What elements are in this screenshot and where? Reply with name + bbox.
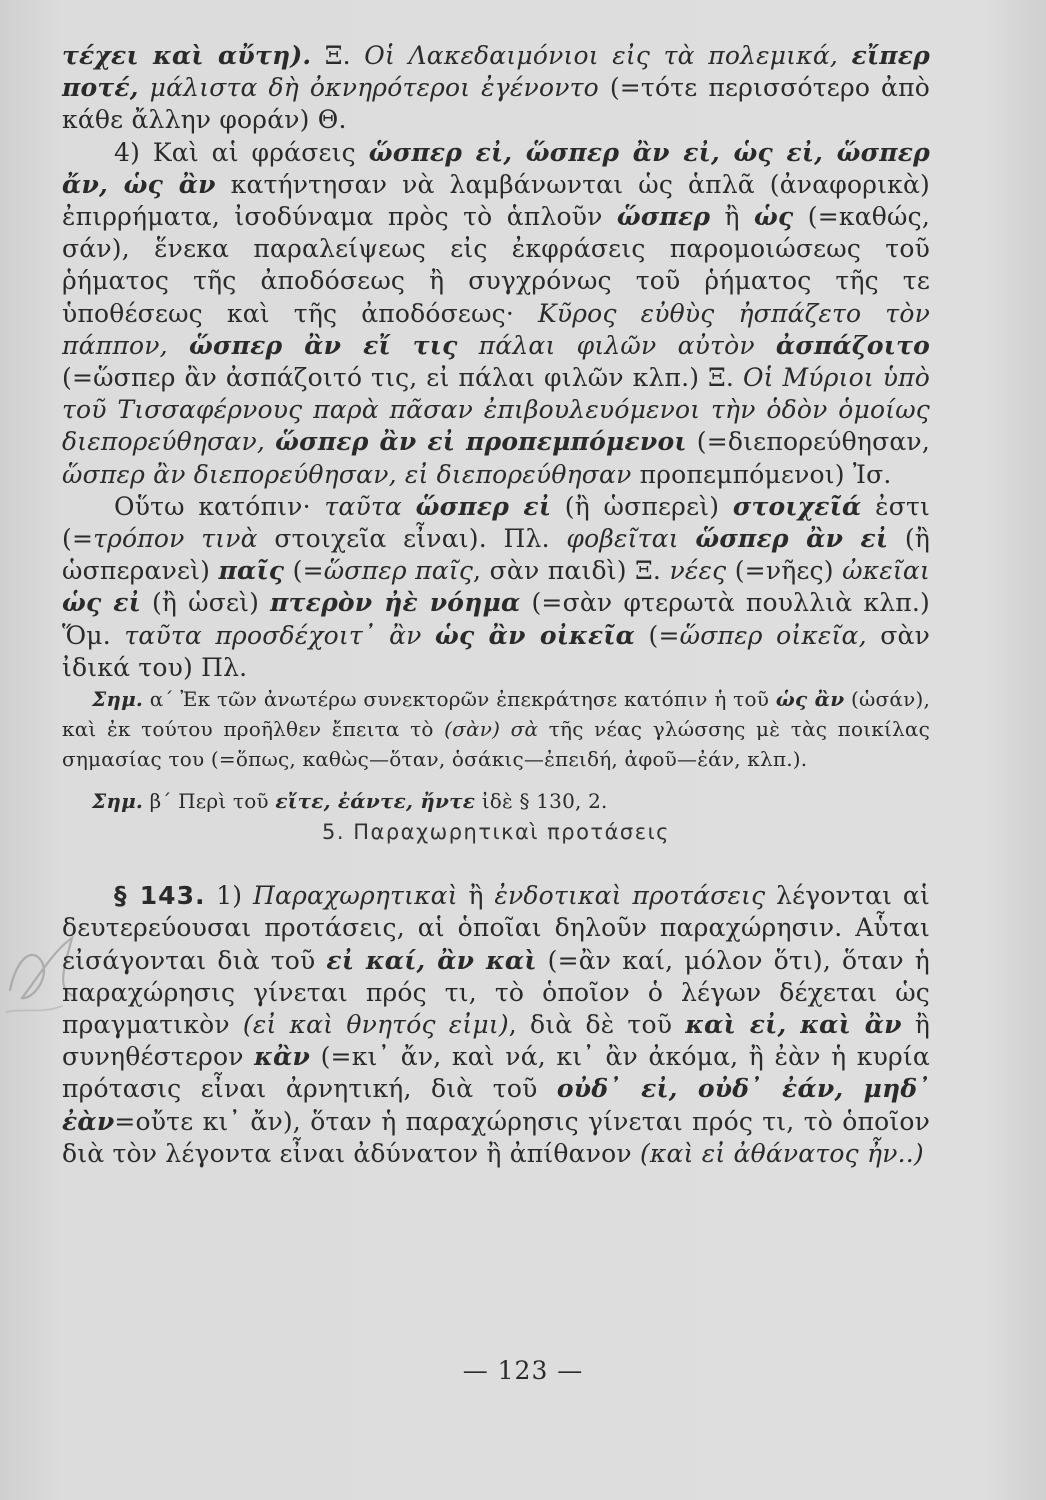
- paragraph-continuation: τέχει καὶ αὔτη). Ξ. Οἱ Λακεδαιμόνιοι εἰς τὰ πολεμικά, εἴπερ ποτέ, μάλιστα δὴ ὀκνηρότεροι ἐγένοντο (=τότε περισσότερο ἀπὸ κάθε ἄλλην φοράν) Θ.: [62, 41, 931, 135]
- paragraph-number: § 143.: [114, 881, 206, 911]
- note-a: Σημ. α´ Ἐκ τῶν ἀνωτέρω συνεκτορῶν ἐπεκράτησε κατόπιν ἡ τοῦ ὡς ἂν (ὡσάν), καὶ ἐκ τούτου προῆλθεν ἔπειτα τὸ (σὰν) σὰ τῆς νέας γλώσσης μὲ τὰς ποικίλας σημασίας του (=ὅπως, καθὼς—ὅταν, ὁσάκις—ἐπειδή, ἀφοῦ—ἐάν, κλπ.).: [62, 687, 931, 772]
- section-heading: 5. Παραχωρητικαὶ προτάσεις: [321, 820, 671, 845]
- note-b: Σημ. β´ Περὶ τοῦ εἴτε, ἐάντε, ἤντε ἰδὲ § 130, 2.: [92, 789, 608, 814]
- paragraph-outo: Οὕτω κατόπιν· ταῦτα ὥσπερ εἰ (ἢ ὡσπερεὶ) στοιχεῖά ἐστι (=τρόπον τινὰ στοιχεῖα εἶναι). Πλ. φοβεῖται ὥσπερ ἂν εἰ (ἢ ὡσπερανεὶ) παῖς (=ὥσπερ παῖς, σὰν παιδὶ) Ξ. νέες (=νῆες) ὠκεῖαι ὡς εἰ (ἢ ὡσεὶ) πτερὸν ἠὲ νόημα (=σὰν φτερωτὰ πουλλιὰ κλπ.) Ὅμ. ταῦτα προσδέχοιτ᾽ ἂν ὡς ἂν οἰκεῖα (=ὥσπερ οἰκεῖα, σὰν ἰδικά του) Πλ.: [62, 491, 931, 682]
- page-number: — 123 —: [462, 1356, 584, 1385]
- body-text: [62, 40, 930, 1170]
- paragraph-143: § 143. 1) Παραχωρητικαὶ ἢ ἐνδοτικαὶ προτάσεις λέγονται αἱ δευτερεύουσαι προτάσεις, αἱ ὁποῖαι δηλοῦν παραχώρησιν. Αὗται εἰσάγονται διὰ τοῦ εἰ καί, ἂν καὶ (=ἂν καί, μόλον ὅτι), ὅταν ἡ παραχώρησις γίνεται πρός τι, τὸ ὁποῖον ὁ λέγων δέχεται ὡς πραγματικὸν (εἰ καὶ θνητός εἰμι), διὰ δὲ τοῦ καὶ εἰ, καὶ ἂν ἢ συνηθέστερον κἂν (=κι᾽ ἄν, καὶ νά, κι᾽ ἂν ἀκόμα, ἢ ἐὰν ἡ κυρία πρότασις εἶναι ἀρνητική, διὰ τοῦ οὐδ᾽ εἰ, οὐδ᾽ ἐάν, μηδ᾽ ἐὰν=οὔτε κι᾽ ἄν), ὅταν ἡ παραχώρησις γίνεται πρός τι, τὸ ὁποῖον διὰ τὸν λέγοντα εἶναι ἀδύνατον ἢ ἀπίθανον (καὶ εἰ ἀθάνατος ἦν..): [62, 881, 930, 1168]
- paragraph-4: 4) Καὶ αἱ φράσεις ὥσπερ εἰ, ὥσπερ ἂν εἰ, ὡς εἰ, ὥσπερ ἄν, ὡς ἂν κατήντησαν νὰ λαμβάνωνται ὡς ἁπλᾶ (ἀναφορικὰ) ἐπιρρήματα, ἰσοδύναμα πρὸς τὸ ἁπλοῦν ὥσπερ ἢ ὡς (=καθώς, σάν), ἕνεκα παραλείψεως εἰς ἐκφράσεις παρομοιώσεως τοῦ ῥήματος τῆς ἀποδόσεως ἢ συγχρόνως τοῦ ῥήματος τῆς τε ὑποθέσεως καὶ τῆς ἀποδόσεως· Κῦρος εὐθὺς ἠσπάζετο τὸν πάππον, ὥσπερ ἂν εἴ τις πάλαι φιλῶν αὐτὸν ἀσπάζοιτο (=ὥσπερ ἂν ἀσπάζοιτό τις, εἰ πάλαι φιλῶν κλπ.) Ξ. Οἱ Μύριοι ὑπὸ τοῦ Τισσαφέρνους παρὰ πᾶσαν ἐπιβουλευόμενοι τὴν ὁδὸν ὁμοίως διεπορεύθησαν, ὥσπερ ἂν εἰ προπεμπόμενοι (=διεπορεύθησαν, ὥσπερ ἂν διεπορεύθησαν, εἰ διεπορεύθησαν προπεμπόμενοι) Ἰσ.: [62, 137, 931, 489]
